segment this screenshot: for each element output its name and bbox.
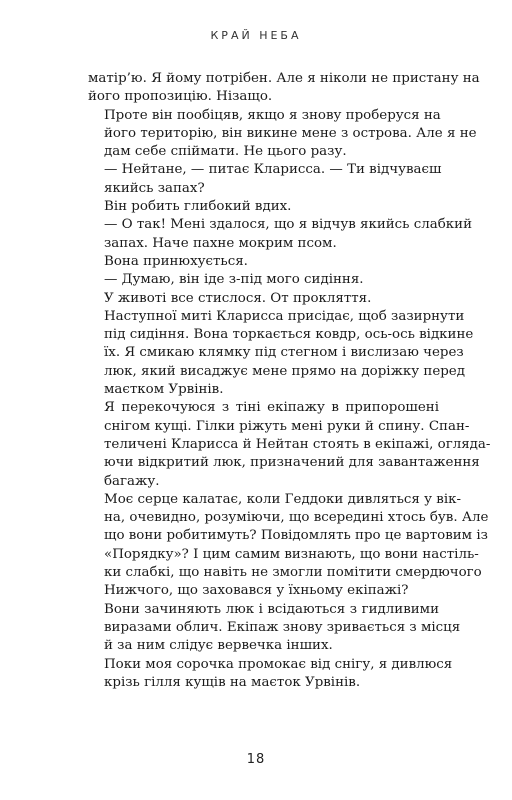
text-line: Вона принюхується.	[104, 253, 248, 269]
text-line: Проте він пообіцяв, якщо я знову проберуся на	[104, 107, 441, 123]
text-line: Наступної миті Кларисса присідає, щоб зазирнути	[104, 308, 465, 324]
text-line: маєтком Урвінів.	[104, 382, 224, 398]
text-line: Моє серце калатає, коли Геддоки дивляться у вік-	[104, 491, 461, 507]
text-line: дам себе спіймати. Не цього разу.	[104, 144, 347, 160]
paragraph	[88, 308, 474, 399]
text-line: У животі все стислося. От прокляття.	[104, 290, 372, 306]
page-number: 18	[246, 752, 266, 767]
text-line: теличені Кларисса й Нейтан стоять в екіпажі, огляда-	[104, 436, 491, 452]
text-line: якийсь запах?	[104, 180, 205, 196]
text-line: його територію, він викине мене з острова. Але я не	[104, 125, 477, 141]
text-line: Вони зачиняють люк і всідаються з гидливими	[104, 601, 439, 617]
text-line: його пропозицію. Нізащо.	[88, 89, 273, 105]
paragraph	[88, 491, 489, 601]
text-line: виразами облич. Екіпаж знову зривається з місця	[104, 619, 461, 635]
text-line: крізь гілля кущів на маєток Урвінів.	[104, 674, 361, 690]
paragraph	[88, 107, 477, 162]
paragraph	[88, 399, 491, 490]
paragraph	[88, 161, 442, 198]
body-text	[88, 70, 491, 692]
paragraph	[88, 216, 472, 253]
text-line: запах. Наче пахне мокрим псом.	[104, 235, 337, 251]
text-line: Нижчого, що заховався у їхньому екіпажі?	[104, 583, 409, 599]
text-line: їх. Я смикаю клямку під стегном і вислизаю через	[104, 345, 464, 361]
text-line: матір’ю. Я йому потрібен. Але я ніколи не пристану на	[88, 71, 480, 86]
text-line: ючи відкритий люк, призначений для завантаження	[104, 455, 480, 471]
text-line: Поки моя сорочка промокає від снігу, я дивлюся	[104, 656, 453, 672]
text-line: — Думаю, він іде з-під мого сидіння.	[104, 272, 364, 288]
paragraph	[88, 290, 439, 308]
text-line: під сидіння. Вона торкається ковдр, ось-ось відкине	[104, 327, 474, 343]
text-line: ки слабкі, що навіть не змогли помітити смердючого	[104, 565, 482, 581]
paragraph	[88, 253, 439, 271]
text-line: — Нейтане, — питає Кларисса. — Ти відчуваєш	[104, 162, 442, 178]
text-line: й за ним слідує вервечка інших.	[104, 638, 333, 654]
text-line: — О так! Мені здалося, що я відчув якийсь слабкий	[104, 217, 472, 233]
text-line: люк, який висаджує мене прямо на доріжку перед	[104, 363, 465, 379]
paragraph	[88, 198, 439, 216]
paragraph	[88, 70, 480, 107]
text-line: що вони робитимуть? Повідомлять про це вартовим із	[104, 528, 488, 544]
paragraph	[88, 601, 461, 656]
paragraph	[88, 656, 453, 693]
text-line: Я перекочуюся з тіні екіпажу в припорошені	[104, 400, 439, 416]
paragraph	[88, 271, 439, 289]
text-line: на, очевидно, розуміючи, що всередині хтось був. Але	[104, 510, 489, 526]
text-line: Він робить глибокий вдих.	[104, 199, 292, 215]
text-line: снігом кущі. Гілки ріжуть мені руки й спину. Спан-	[104, 418, 470, 434]
running-head: КРАЙ НЕБА	[210, 29, 302, 42]
text-line: «Порядку»? І цим самим визнають, що вони настіль-	[104, 546, 479, 562]
text-line: багажу.	[104, 473, 160, 489]
